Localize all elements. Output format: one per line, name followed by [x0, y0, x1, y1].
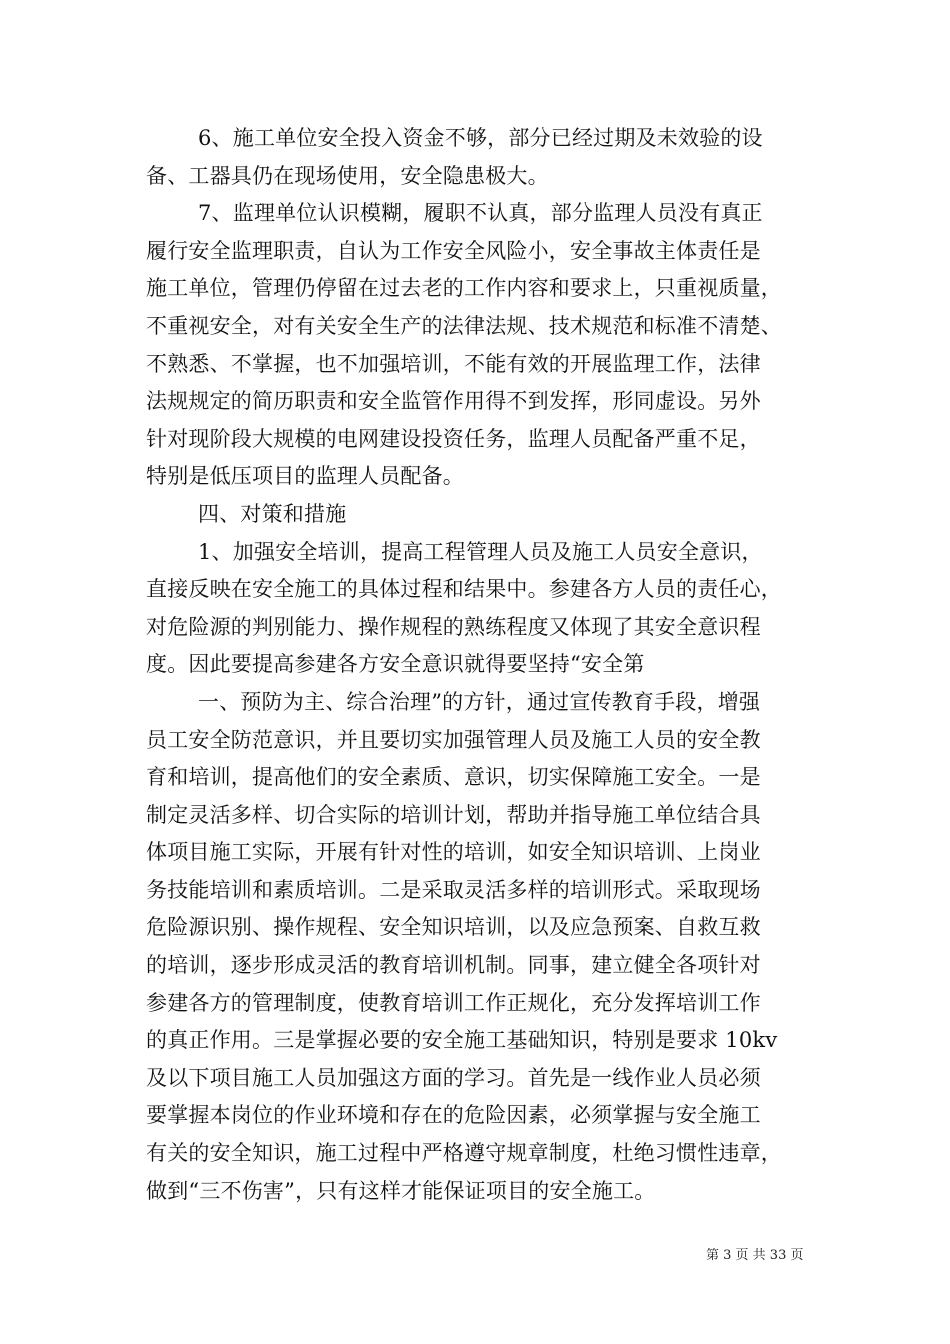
text-line: 不熟悉、不掌握，也不加强培训，不能有效的开展监理工作，法律	[146, 351, 761, 376]
text-line: 的真正作用。三是掌握必要的安全施工基础知识，特别是要求 10kv	[146, 1028, 778, 1053]
text-line: 对危险源的判别能力、操作规程的熟练程度又体现了其安全意识程	[146, 614, 761, 639]
text-line: 施工单位，管理仍停留在过去老的工作内容和要求上，只重视质量，	[146, 276, 782, 301]
text-line: 四、对策和措施	[198, 501, 347, 526]
text-line: 不重视安全，对有关安全生产的法律法规、技术规范和标准不清楚、	[146, 313, 782, 338]
document-body	[146, 120, 810, 1210]
text-line: 员工安全防范意识，并且要切实加强管理人员及施工人员的安全教	[146, 727, 761, 752]
text-line: 体项目施工实际，开展有针对性的培训，如安全知识培训、上岗业	[146, 840, 761, 865]
text-line: 直接反映在安全施工的具体过程和结果中。参建各方人员的责任心，	[146, 577, 782, 602]
text-line: 育和培训，提高他们的安全素质、意识，切实保障施工安全。一是	[146, 765, 761, 790]
text-line: 备、工器具仍在现场使用，安全隐患极大。	[146, 163, 549, 188]
text-line: 有关的安全知识，施工过程中严格遵守规章制度，杜绝习惯性违章，	[146, 1141, 782, 1166]
text-line: 的培训，逐步形成灵活的教育培训机制。同事，建立健全各项针对	[146, 953, 761, 978]
text-line: 履行安全监理职责，自认为工作安全风险小，安全事故主体责任是	[146, 238, 761, 263]
text-line: 及以下项目施工人员加强这方面的学习。首先是一线作业人员必须	[146, 1065, 761, 1090]
text-line: 6、施工单位安全投入资金不够，部分已经过期及未效验的设	[198, 126, 763, 150]
text-line: 务技能培训和素质培训。二是采取灵活多样的培训形式。采取现场	[146, 877, 761, 902]
text-line: 1、加强安全培训，提高工程管理人员及施工人员安全意识，	[198, 539, 763, 564]
text-line: 特别是低压项目的监理人员配备。	[146, 464, 464, 489]
text-line: 度。因此要提高参建各方安全意识就得要坚持“安全第	[146, 652, 645, 677]
page-number: 第 3 页 共 33 页	[706, 1248, 804, 1263]
text-line: 法规规定的简历职责和安全监管作用得不到发挥，形同虚设。另外	[146, 389, 761, 414]
text-line: 制定灵活多样、切合实际的培训计划，帮助并指导施工单位结合具	[146, 802, 761, 827]
text-line: 做到“三不伤害”，只有这样才能保证项目的安全施工。	[146, 1178, 656, 1203]
text-line: 危险源识别、操作规程、安全知识培训，以及应急预案、自救互救	[146, 915, 761, 940]
text-line: 一、预防为主、综合治理”的方针，通过宣传教育手段，增强	[198, 689, 761, 714]
text-line: 针对现阶段大规模的电网建设投资任务，监理人员配备严重不足，	[146, 426, 761, 451]
text-line: 参建各方的管理制度，使教育培训工作正规化，充分发挥培训工作	[146, 990, 761, 1015]
text-line: 7、监理单位认识模糊，履职不认真，部分监理人员没有真正	[198, 201, 763, 226]
text-line: 要掌握本岗位的作业环境和存在的危险因素，必须掌握与安全施工	[146, 1103, 761, 1128]
